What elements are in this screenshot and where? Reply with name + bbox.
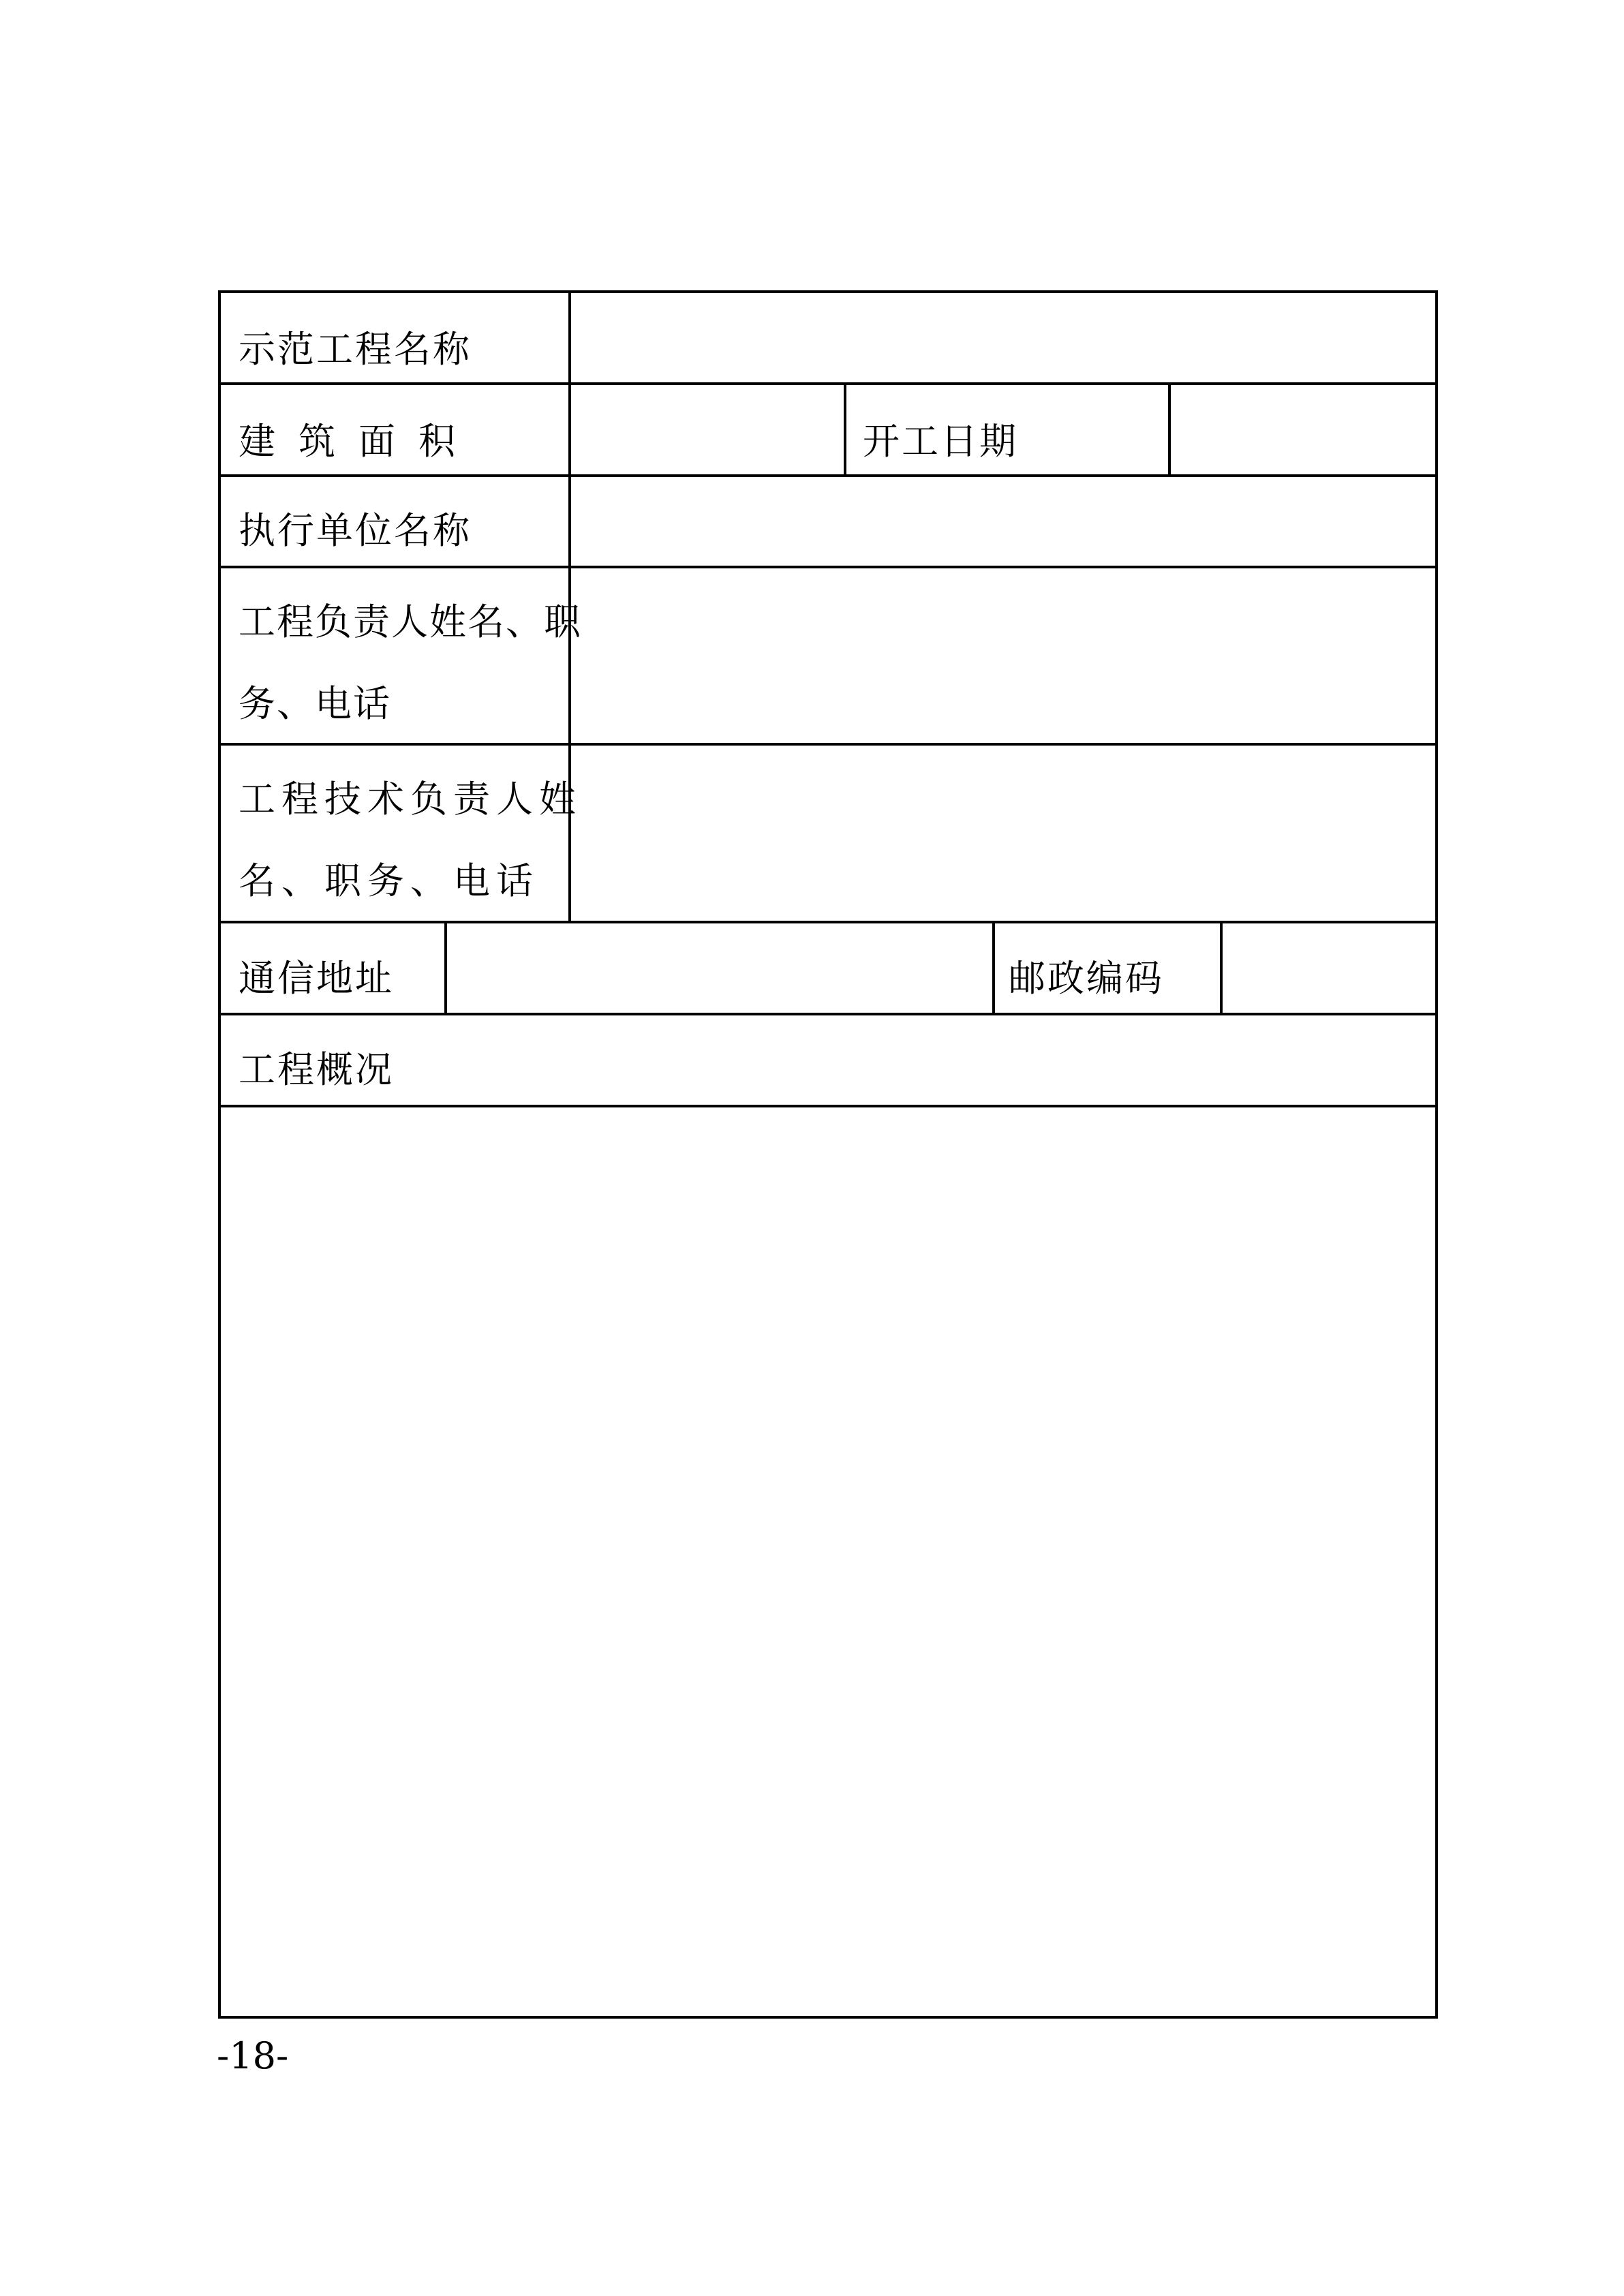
postal-code-label: 邮政编码 <box>1009 957 1164 1000</box>
technical-leader-label-line2: 名、职务、电话 <box>239 859 539 902</box>
project-leader-field[interactable] <box>572 570 1434 741</box>
start-date-label: 开工日期 <box>863 420 1018 463</box>
project-leader-label-line2: 务、电话 <box>239 682 391 725</box>
project-name-field[interactable] <box>572 294 1434 381</box>
technical-leader-value-area[interactable] <box>572 747 1434 919</box>
building-area-label: 建筑面积 <box>239 420 478 463</box>
mailing-address-label: 通信地址 <box>239 957 394 1000</box>
project-overview-field[interactable] <box>222 1109 1434 2015</box>
building-area-field[interactable] <box>572 386 842 473</box>
mailing-address-field[interactable] <box>448 925 991 1011</box>
project-overview-label: 工程概况 <box>239 1048 394 1091</box>
executing-unit-label: 执行单位名称 <box>239 509 472 552</box>
page-number: -18- <box>217 2034 289 2077</box>
technical-leader-label-line1: 工程技术负责人姓 <box>239 778 582 821</box>
start-date-field[interactable] <box>1172 386 1434 473</box>
project-name-label: 示范工程名称 <box>239 328 472 371</box>
executing-unit-field[interactable] <box>572 478 1434 564</box>
postal-code-field[interactable] <box>1224 925 1434 1011</box>
project-leader-label-line1: 工程负责人姓名、职 <box>239 600 582 643</box>
